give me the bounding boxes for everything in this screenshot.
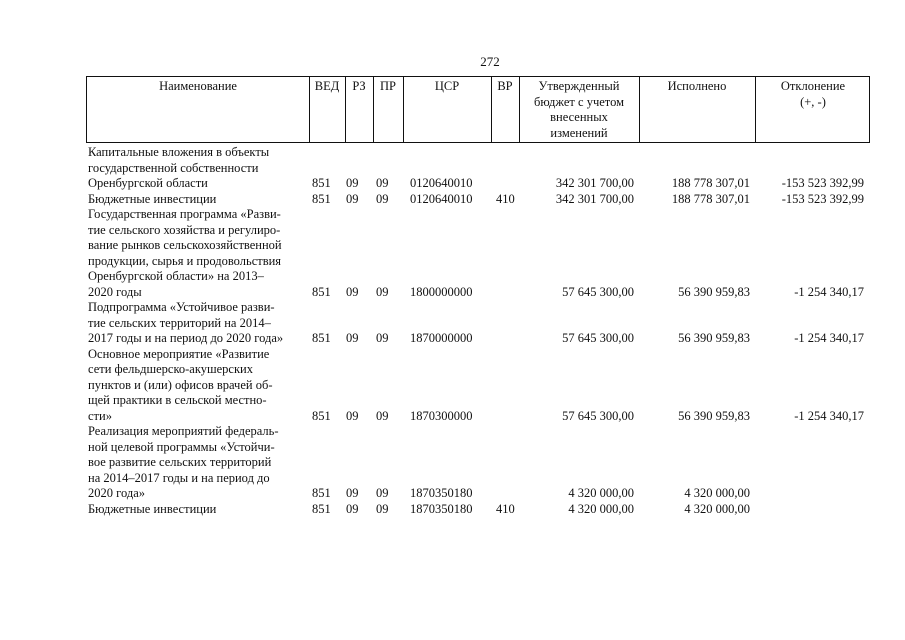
cell-rz: 09: [346, 284, 359, 299]
cell-budget: 57 645 300,00: [562, 408, 634, 423]
cell-executed: 188 778 307,01: [671, 176, 750, 190]
budget-table: [86, 76, 870, 517]
cell-ved: 851: [312, 331, 331, 345]
cell-csr: 0120640010: [410, 191, 473, 206]
cell-ved: 851: [312, 486, 331, 500]
cell-deviation: -153 523 392,99: [781, 191, 864, 206]
cell-budget: 342 301 700,00: [555, 191, 634, 206]
page-number: 272: [480, 54, 500, 69]
cell-csr: 0120640010: [410, 176, 473, 190]
header-pr: ПР: [380, 79, 396, 93]
cell-rz: 09: [346, 176, 359, 190]
cell-csr: 1870000000: [410, 331, 473, 345]
cell-rz: 09: [346, 486, 359, 500]
cell-deviation: -1 254 340,17: [794, 331, 864, 345]
row-name: Подпрограмма «Устойчивое разви- тие сельских территорий на 2014– 2017 годы и на период до 2020 года»: [88, 300, 284, 345]
cell-csr: 1870300000: [410, 408, 473, 423]
cell-pr: 09: [376, 284, 389, 299]
cell-pr: 09: [376, 331, 389, 345]
table-row: [86, 207, 870, 300]
cell-budget: 4 320 000,00: [568, 486, 634, 500]
cell-ved: 851: [312, 284, 331, 299]
row-name: Государственная программа «Разви- тие сельского хозяйства и регулиро- вание рынков сельскохозяйственной продукции, сырья и продовольствия Оренбургской области» на 2013– 2020 годы: [88, 207, 282, 299]
cell-ved: 851: [312, 191, 331, 206]
cell-csr: 1800000000: [410, 284, 473, 299]
row-name: Капитальные вложения в объекты государственной собственности Оренбургской области: [88, 145, 270, 190]
table-row: [86, 347, 870, 425]
cell-rz: 09: [346, 191, 359, 206]
cell-csr: 1870350180: [410, 486, 473, 500]
cell-ved: 851: [312, 176, 331, 190]
header-executed: Исполнено: [667, 79, 727, 93]
table-row: [86, 145, 870, 192]
row-name: Основное мероприятие «Развитие сети фельдшерско-акушерских пунктов и (или) офисов врачей об- щей практики в сельской местно- сти»: [88, 346, 273, 423]
header-name: Наименование: [159, 79, 237, 93]
cell-budget: 342 301 700,00: [555, 176, 634, 190]
row-name: Бюджетные инвестиции: [88, 191, 217, 206]
cell-executed: 4 320 000,00: [684, 501, 750, 516]
cell-csr: 1870350180: [410, 501, 473, 516]
cell-vr: 410: [496, 501, 515, 516]
cell-pr: 09: [376, 486, 389, 500]
header-budget: Утвержденный бюджет с учетом внесенных изменений: [533, 79, 624, 140]
table-header: [86, 76, 870, 143]
cell-executed: 4 320 000,00: [684, 486, 750, 500]
cell-executed: 188 778 307,01: [671, 191, 750, 206]
cell-budget: 57 645 300,00: [562, 331, 634, 345]
cell-deviation: -153 523 392,99: [781, 176, 864, 190]
cell-executed: 56 390 959,83: [678, 408, 750, 423]
cell-rz: 09: [346, 501, 359, 516]
row-name: Реализация мероприятий федераль- ной целевой программы «Устойчи- вое развитие сельских территорий на 2014–2017 годы и на период до 2020 года»: [88, 424, 279, 500]
cell-rz: 09: [346, 408, 359, 423]
table-row: [86, 192, 870, 208]
cell-ved: 851: [312, 501, 331, 516]
cell-pr: 09: [376, 408, 389, 423]
cell-ved: 851: [312, 408, 331, 423]
cell-executed: 56 390 959,83: [678, 331, 750, 345]
header-ved: ВЕД: [314, 79, 340, 93]
table-row: [86, 300, 870, 347]
cell-budget: 4 320 000,00: [568, 501, 634, 516]
cell-deviation: -1 254 340,17: [794, 284, 864, 299]
cell-budget: 57 645 300,00: [562, 284, 634, 299]
header-deviation: Отклонение (+, -): [780, 79, 846, 109]
header-csr: ЦСР: [434, 79, 460, 93]
header-rz: РЗ: [352, 79, 366, 93]
cell-pr: 09: [376, 501, 389, 516]
header-vr: ВР: [497, 79, 513, 93]
cell-pr: 09: [376, 176, 389, 190]
table-row: [86, 424, 870, 502]
cell-deviation: -1 254 340,17: [794, 408, 864, 423]
cell-pr: 09: [376, 191, 389, 206]
cell-rz: 09: [346, 331, 359, 345]
table-body: [86, 145, 870, 517]
table-row: [86, 502, 870, 518]
cell-vr: 410: [496, 191, 515, 206]
row-name: Бюджетные инвестиции: [88, 501, 217, 516]
cell-executed: 56 390 959,83: [678, 284, 750, 299]
